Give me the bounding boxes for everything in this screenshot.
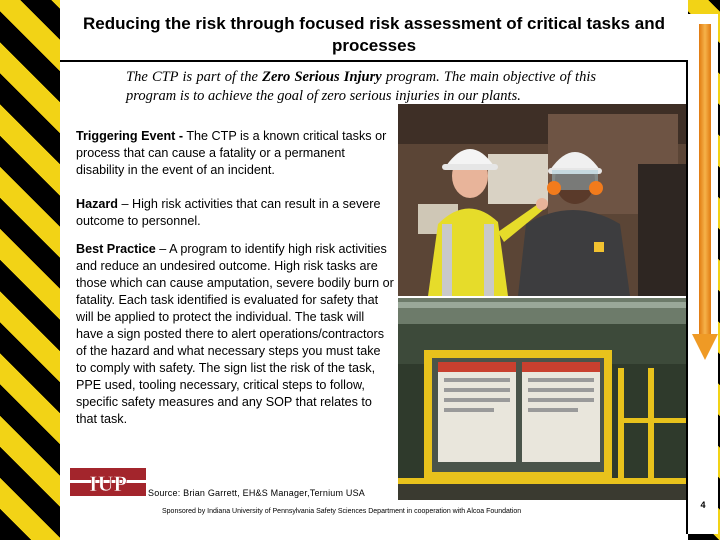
triggering-event-heading: Triggering Event - <box>76 129 184 143</box>
source-credit: Source: Brian Garrett, EH&S Manager,Ternium USA <box>148 488 365 498</box>
best-practice-body: – A program to identify high risk activities and reduce an undesired outcome. High risk tasks are those which can cause amputation, severe bodily burn or fatality. Each task identified is evaluated for safety that will be applied to protect the individual. The task will have a sign posted there to alert operations/contractors of the hazard and what necessary steps you must take to comply with safety. The sign list the risk of the task, PPE used, tooling necessary, critical steps to follow, specific safety measures and any SOP that relates to that task. <box>76 242 394 426</box>
best-practice-heading: Best Practice <box>76 242 156 256</box>
safety-sign-photo <box>398 298 686 500</box>
slide-title: Reducing the risk through focused risk assessment of critical tasks and processes <box>83 14 665 55</box>
hazard-body: – High risk activities that can result in a severe outcome to personnel. <box>76 197 381 228</box>
iup-logo-graphic <box>68 466 148 498</box>
triggering-event-paragraph <box>76 128 394 179</box>
page-number: 4 <box>700 500 706 510</box>
title-divider <box>60 60 688 62</box>
intro-rest: program. The main objective of this program is to achieve the goal of zero serious injuries in our plants. <box>126 69 597 104</box>
svg-text:IUP: IUP <box>89 471 127 496</box>
triggering-event-body: The CTP is a known critical tasks or process that can cause a fatality or a permanent disability in the event of an incident. <box>76 129 387 177</box>
intro-lead: The CTP is part of the <box>126 69 263 85</box>
down-arrow-icon <box>699 24 711 336</box>
hazard-heading: Hazard <box>76 197 118 211</box>
hazard-stripe-left <box>0 0 60 540</box>
best-practice-paragraph <box>76 241 394 428</box>
sponsor-footer: Sponsored by Indiana University of Pennsylvania Safety Sciences Department in cooperation with Alcoa Foundation <box>162 508 522 515</box>
down-arrow-head <box>692 334 718 360</box>
workers-photo-graphic <box>398 104 686 296</box>
hazard-paragraph <box>76 196 394 230</box>
safety-sign-photo-graphic <box>398 298 686 500</box>
workers-photo <box>398 104 686 296</box>
intro-paragraph <box>126 68 596 106</box>
iup-logo <box>68 466 148 498</box>
program-name: Zero Serious Injury <box>262 69 382 85</box>
